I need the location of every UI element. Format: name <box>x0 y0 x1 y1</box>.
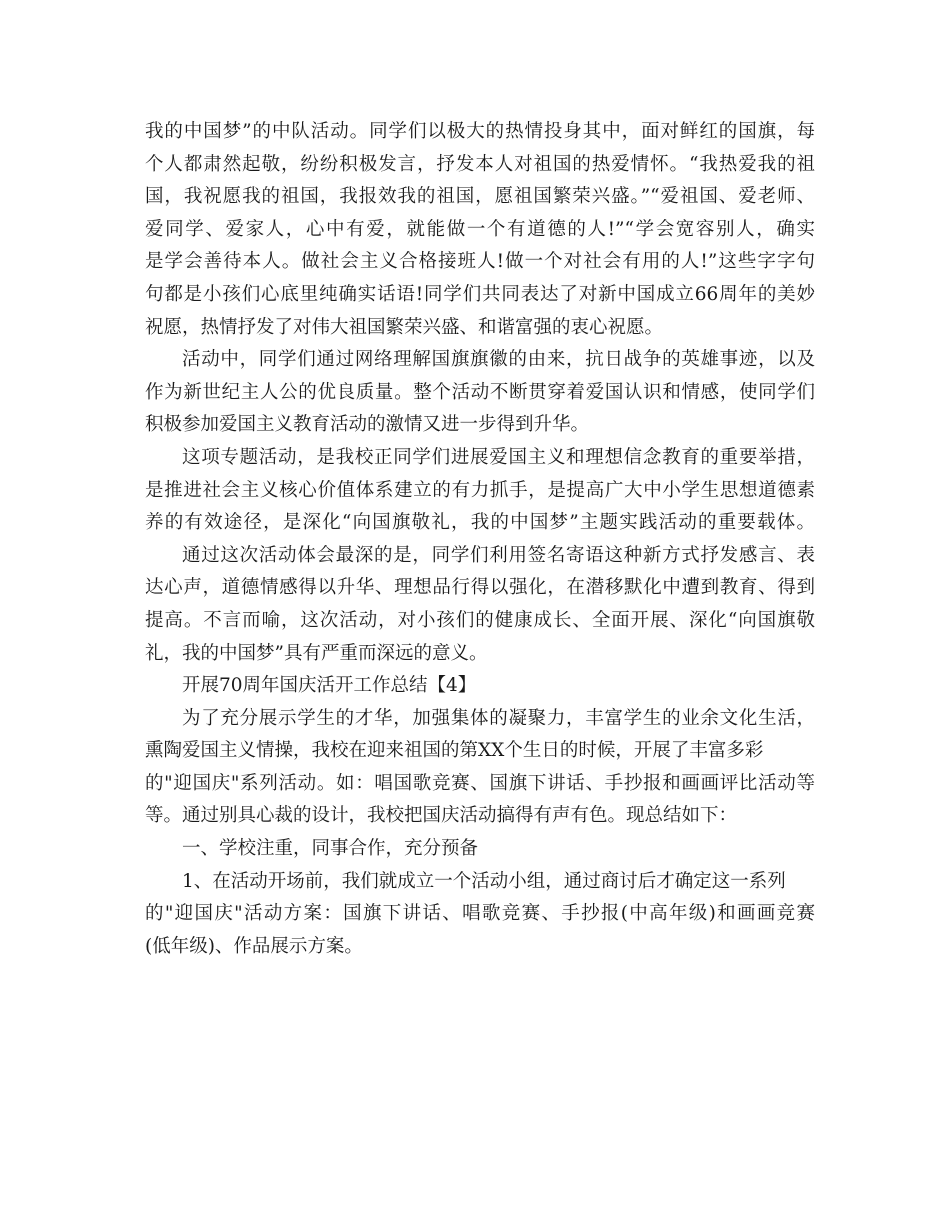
text-line: 熏陶爱国主义情操，我校在迎来祖国的第XX个生日的时候，开展了丰富多彩 <box>145 740 764 762</box>
text-line: 为了充分展示学生的才华，加强集体的凝聚力，丰富学生的业余文化生活， <box>182 707 815 729</box>
text-line: 我的中国梦”的中队活动。同学们以极大的热情投身其中，面对鲜红的国旗，每 <box>145 121 815 142</box>
text-line: 的"迎国庆"活动方案：国旗下讲话、唱歌竞赛、手抄报(中高年级)和画画竞赛 <box>145 903 815 925</box>
text-line: 1、在活动开场前，我们就成立一个活动小组，通过商讨后才确定这一系列 <box>182 870 786 892</box>
text-line: 礼，我的中国梦”具有严重而深远的意义。 <box>145 642 488 664</box>
text-line: 积极参加爱国主义教育活动的激情又进一步得到升华。 <box>145 414 590 436</box>
text-line: 爱同学、爱家人，心中有爱，就能做一个有道德的人!”“学会宽容别人，确实 <box>145 218 815 240</box>
text-line: 句都是小孩们心底里纯确实话语!同学们共同表达了对新中国成立66周年的美妙 <box>145 283 815 305</box>
text-line: (低年级)、作品展示方案。 <box>145 935 363 957</box>
text-line: 是推进社会主义核心价值体系建立的有力抓手，是提高广大中小学生思想道德素 <box>145 479 815 501</box>
text-line: 是学会善待本人。做社会主义合格接班人!做一个对社会有用的人!”这些字字句 <box>145 251 815 273</box>
text-line: 等。通过别具心裁的设计，我校把国庆活动搞得有声有色。现总结如下： <box>145 805 738 827</box>
document-body <box>145 116 815 963</box>
text-line: 活动中，同学们通过网络理解国旗旗徽的由来，抗日战争的英雄事迹，以及 <box>182 349 815 371</box>
text-line: 开展70周年国庆活开工作总结【4】 <box>182 675 477 697</box>
text-line: 提高。不言而喻，这次活动，对小孩们的健康成长、全面开展、深化“向国旗敬 <box>145 609 815 631</box>
text-line: 通过这次活动体会最深的是，同学们利用签名寄语这种新方式抒发感言、表 <box>182 544 815 566</box>
text-line: 养的有效途径，是深化“向国旗敬礼，我的中国梦”主题实践活动的重要载体。 <box>145 512 815 534</box>
text-line: 的"迎国庆"系列活动。如：唱国歌竞赛、国旗下讲话、手抄报和画画评比活动等 <box>145 772 815 794</box>
text-line: 这项专题活动，是我校正同学们进展爱国主义和理想信念教育的重要举措， <box>182 446 815 468</box>
text-line: 国，我祝愿我的祖国，我报效我的祖国，愿祖国繁荣兴盛。”“爱祖国、爱老师、 <box>145 186 815 208</box>
text-line: 一、学校注重，同事合作，充分预备 <box>182 838 479 860</box>
text-line: 祝愿，热情抒发了对伟大祖国繁荣兴盛、和谐富强的衷心祝愿。 <box>145 316 664 338</box>
text-line: 达心声，道德情感得以升华、理想品行得以强化，在潜移默化中遭到教育、得到 <box>145 577 815 599</box>
text-line: 个人都肃然起敬，纷纷积极发言，抒发本人对祖国的热爱情怀。“我热爱我的祖 <box>145 153 815 175</box>
text-line: 作为新世纪主人公的优良质量。整个活动不断贯穿着爱国认识和情感，使同学们 <box>145 381 815 403</box>
